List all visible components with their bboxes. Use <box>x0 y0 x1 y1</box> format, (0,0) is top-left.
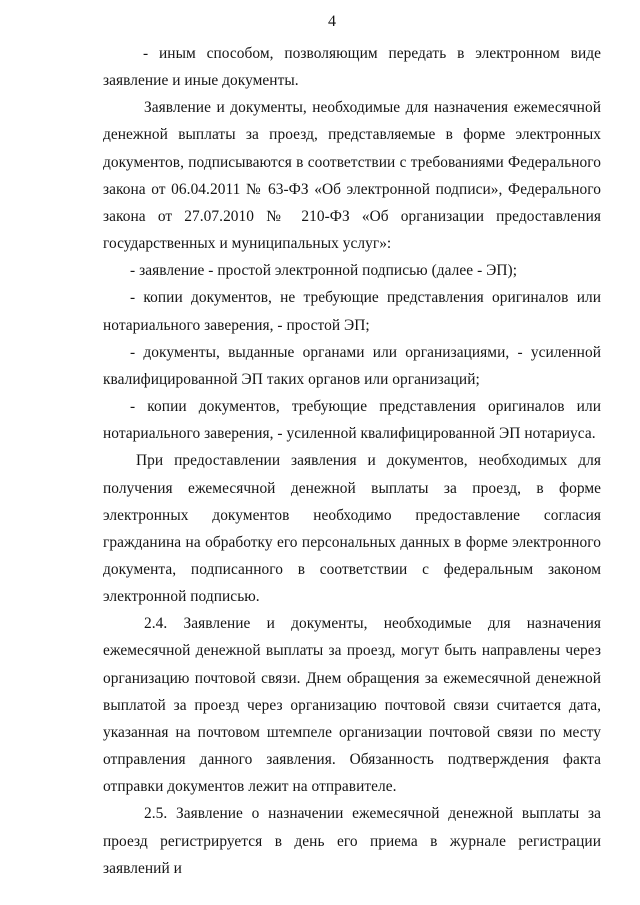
paragraph-electronic-signature-requirements: Заявление и документы, необходимые для назначения ежемесячной денежной выплаты за проезд, представляемые в форме электронных документов, подписываются в соответствии с требованиями Федерального закона от 06.04.2011 № 63-ФЗ «Об электронной подписи», Федерального закона от 27.07.2010 № 210-ФЗ «Об организации предоставления государственных и муниципальных услуг»: <box>103 99 601 253</box>
paragraph-other-method: - иным способом, позволяющим передать в электронном виде заявление и иные документы. <box>103 45 601 90</box>
document-body <box>103 40 601 882</box>
list-item-copies-requiring-originals: - копии документов, требующие представления оригиналов или нотариального заверения, - усиленной квалифицированной ЭП нотариуса. <box>103 398 601 443</box>
paragraph-section-2-5: 2.5. Заявление о назначении ежемесячной денежной выплаты за проезд регистрируется в день его приема в журнале регистрации заявлений и <box>103 805 601 877</box>
list-item-documents-issued-by-bodies: - документы, выданные органами или организациями, - усиленной квалифицированной ЭП таких органов или организаций; <box>103 343 601 388</box>
paragraph-section-2-4: 2.4. Заявление и документы, необходимые для назначения ежемесячной денежной выплаты за проезд, могут быть направлены через организацию почтовой связи. Днем обращения за ежемесячной денежной выплатой за проезд через организацию почтовой связи считается дата, указанная на почтовом штемпеле организации почтовой связи по месту отправления данного заявления. Обязанность подтверждения факта отправки документов лежит на отправителе. <box>103 615 601 796</box>
page-number: 4 <box>328 13 336 30</box>
list-item-application-simple-signature: - заявление - простой электронной подписью (далее - ЭП); <box>130 262 518 280</box>
paragraph-personal-data-consent: При предоставлении заявления и документов, необходимых для получения ежемесячной денежной выплаты за проезд, в форме электронных документов необходимо предоставление согласия гражданина на обработку его персональных данных в форме электронного документа, подписанного в соответствии с федеральным законом электронной подписью. <box>103 452 601 606</box>
list-item-copies-without-originals: - копии документов, не требующие представления оригиналов или нотариального заверения, - простой ЭП; <box>103 289 601 334</box>
